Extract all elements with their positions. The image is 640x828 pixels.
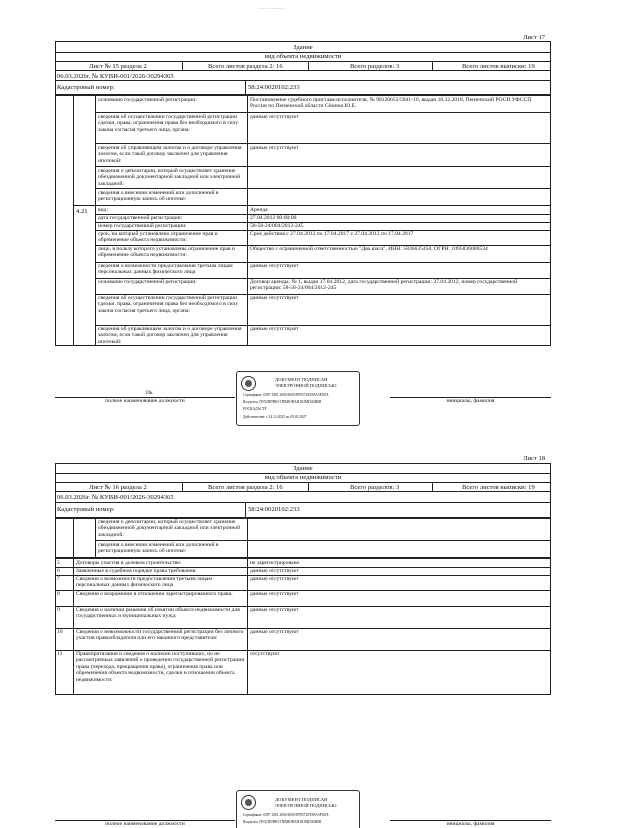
row-value: данные отсутствуют	[250, 114, 299, 120]
row-value: Общество с ограниченной ответственностью "Два шага", ИНН: 5836635450, ОГРН: 1095836000534	[250, 246, 488, 252]
row-label: срок, на который установлено ограничение прав и обременение объекта недвижимости:	[98, 231, 218, 244]
row-label: сведения об осуществлении государственной регистрации сделки, права, ограничения права без необходимого в силу закона согласия третьего лица, органа:	[98, 114, 239, 133]
item-number: 4.21	[76, 208, 88, 215]
row-value: Постановление судебного пристава-исполнителя, № 90120653/5841-10, выдан 10.12.2018, Пензенский РОСП УФССП России по Пензенской области Сёмина Ю.Е.	[250, 97, 532, 110]
emblem-icon	[241, 795, 256, 810]
doc-title: Здание	[293, 44, 313, 51]
row-value: 27.04.2012 00:00:00	[250, 215, 297, 221]
row-label: сведения о депозитарии, который осуществляет хранение обездвиженной документарной закладной или электронной закладной:	[98, 168, 241, 187]
row-label: вид:	[98, 207, 109, 213]
row-label: сведения об управляющем залогом и о договоре управления залогом, если такой договор заключен для управления ипотекой:	[98, 326, 242, 345]
stamp-line: Сертификат: 0387 1081 2094 8600 8F9N72FA90A5F3DA	[243, 813, 329, 817]
doc-subtitle: вид объекта недвижимости	[264, 53, 342, 60]
scan-smudge: ...... .........	[258, 3, 286, 11]
cadastral-value: 58:24:0020102:233	[248, 506, 300, 513]
row-label: сведения о депозитарии, который осуществляет хранение обездвиженной документарной закладной или электронной закладной:	[98, 519, 241, 538]
row-value: данные отсутствуют	[250, 145, 299, 151]
row-value: Аренда	[250, 207, 268, 213]
row-value: отсутствуют	[250, 651, 280, 657]
footer-name-label: инициалы, фамилия	[446, 398, 495, 404]
row-value: данные отсутствуют	[250, 629, 299, 635]
total-sheets-section: Всего листов раздела 2: 16	[208, 484, 283, 491]
stamp-line: ЭЛЕКТРОННОЙ ПОДПИСЬЮ	[275, 803, 337, 808]
row-label: дата государственной регистрации:	[98, 215, 183, 221]
stamp-line: Сертификат: 0387 1081 2094 8600 8F9N72FA90A5F3DA	[243, 393, 329, 397]
row-number: 5	[57, 560, 60, 566]
row-label: Сведения о невозможности государственной регистрации без личного участия правообладателя или его законного представителя:	[76, 629, 244, 642]
sheet-number: Лист 17	[523, 34, 546, 41]
stamp-line: ДОКУМЕНТ ПОДПИСАН	[275, 797, 328, 802]
cadastral-label: Кадастровый номер:	[57, 84, 115, 91]
row-label: лицо, в пользу которого установлены ограничение прав и обременение объекта недвижимости:	[98, 246, 235, 259]
row-number: 11	[57, 651, 63, 657]
row-value: данные отсутствуют	[250, 607, 299, 613]
row-value: 58-58-24/004/2012-245	[250, 223, 304, 229]
row-value: данные отсутствуют	[250, 576, 299, 582]
doc-subtitle: вид объекта недвижимости	[264, 474, 342, 481]
row-value: данные отсутствуют	[250, 326, 299, 332]
doc-title: Здание	[293, 465, 313, 472]
footer-position-label: полное наименование должности	[105, 398, 185, 404]
stamp-line: Владелец: ПУБЛИЧНО-ПРАВОВАЯ КОМПАНИЯ	[243, 400, 321, 404]
row-label: Правопритязания и сведения о наличии поступивших, но не рассмотренных заявлений о проведении государственной регистрации права (перехода, прекращения права), ограничения права или обременения объекта недвижимости, сделки в отношении объекта недвижимости:	[76, 651, 245, 683]
row-label: сведения о возможности предоставления третьим лицам персональных данных физического лица	[98, 263, 233, 276]
total-sections: Всего разделов: 3	[350, 63, 400, 70]
row-label: основание государственной регистрации:	[98, 97, 197, 103]
row-number: 10	[57, 629, 63, 635]
date-ref: 06.03.2026г. № КУВИ-001/2026-30294365	[57, 73, 174, 80]
row-label: Сведения о возможности предоставления третьим лицам персональных данных физического лица	[76, 576, 212, 589]
stamp-line: РОСКАДАСТР	[243, 407, 267, 411]
stamp-line: Владелец: ПУБЛИЧНО-ПРАВОВАЯ КОМПАНИЯ	[243, 820, 321, 824]
footer-name-label: инициалы, фамилия	[446, 821, 495, 827]
e-signature-stamp	[236, 790, 360, 828]
date-ref: 06.03.2026г. № КУВИ-001/2026-30294365	[57, 494, 174, 501]
stamp-line: ЭЛЕКТРОННОЙ ПОДПИСЬЮ	[275, 383, 337, 388]
row-value: данные отсутствуют	[250, 295, 299, 301]
row-value: данные отсутствуют	[250, 568, 299, 574]
row-label: Заявленные в судебном порядке права требования:	[76, 568, 197, 574]
cadastral-value: 58:24:0020102:233	[248, 84, 300, 91]
row-value: не зарегистрировано	[250, 560, 300, 566]
row-label: Сведения о наличии решения об изъятии объекта недвижимости для государственных и муниципальных нужд:	[76, 607, 240, 620]
row-label: Сведения о возражении в отношении зарегистрированного права:	[76, 591, 233, 597]
row-label: сведения об осуществлении государственной регистрации сделки, права, ограничения права без необходимого в силу закона согласия третьего лица, органа:	[98, 295, 239, 314]
row-value: Договор аренды, № 1, выдан 17.04.2012, дата государственной регистрации: 27.04.2012, номер государственной регистрации: 58-58-24/004/2012-245	[250, 279, 518, 292]
row-value: данные отсутствуют	[250, 263, 299, 269]
cadastral-label: Кадастровый номер:	[57, 506, 115, 513]
stamp-line: ДОКУМЕНТ ПОДПИСАН	[275, 377, 328, 382]
footer-position-label: полное наименование должности	[105, 821, 185, 827]
total-sheets-section: Всего листов раздела 2: 16	[208, 63, 283, 70]
row-label: Договоры участия в долевом строительстве:	[76, 560, 182, 566]
total-sheets-extract: Всего листов выписки: 19	[462, 63, 535, 70]
sheet-section: Лист № 16 раздела 2	[89, 484, 147, 491]
footer-mark: Пк	[146, 390, 153, 396]
row-number: 9	[57, 607, 60, 613]
row-value: данные отсутствуют	[250, 591, 299, 597]
total-sheets-extract: Всего листов выписки: 19	[462, 484, 535, 491]
total-sections: Всего разделов: 3	[350, 484, 400, 491]
row-label: номер государственной регистрации:	[98, 223, 187, 229]
row-value: Срок действия с 27.04.2012 по 17.04.2017 с 27.04.2012 по 17.04.2017	[250, 231, 414, 237]
row-label: сведения о внесении изменений или дополнений в регистрационную запись об ипотеке:	[98, 542, 219, 555]
row-number: 8	[57, 591, 60, 597]
row-label: сведения об управляющем залогом и о договоре управления залогом, если такой договор заключен для управления ипотекой:	[98, 145, 242, 164]
sheet-number: Лист 18	[523, 455, 546, 462]
row-label: основание государственной регистрации:	[98, 279, 197, 285]
row-number: 6	[57, 568, 60, 574]
row-number: 7	[57, 576, 60, 582]
stamp-line: Действителен: с 24.12.2025 по 09.03.2027	[243, 415, 307, 419]
sheet-section: Лист № 15 раздела 2	[89, 63, 147, 70]
row-label: сведения о внесении изменений или дополнений в регистрационную запись об ипотеке:	[98, 190, 219, 203]
